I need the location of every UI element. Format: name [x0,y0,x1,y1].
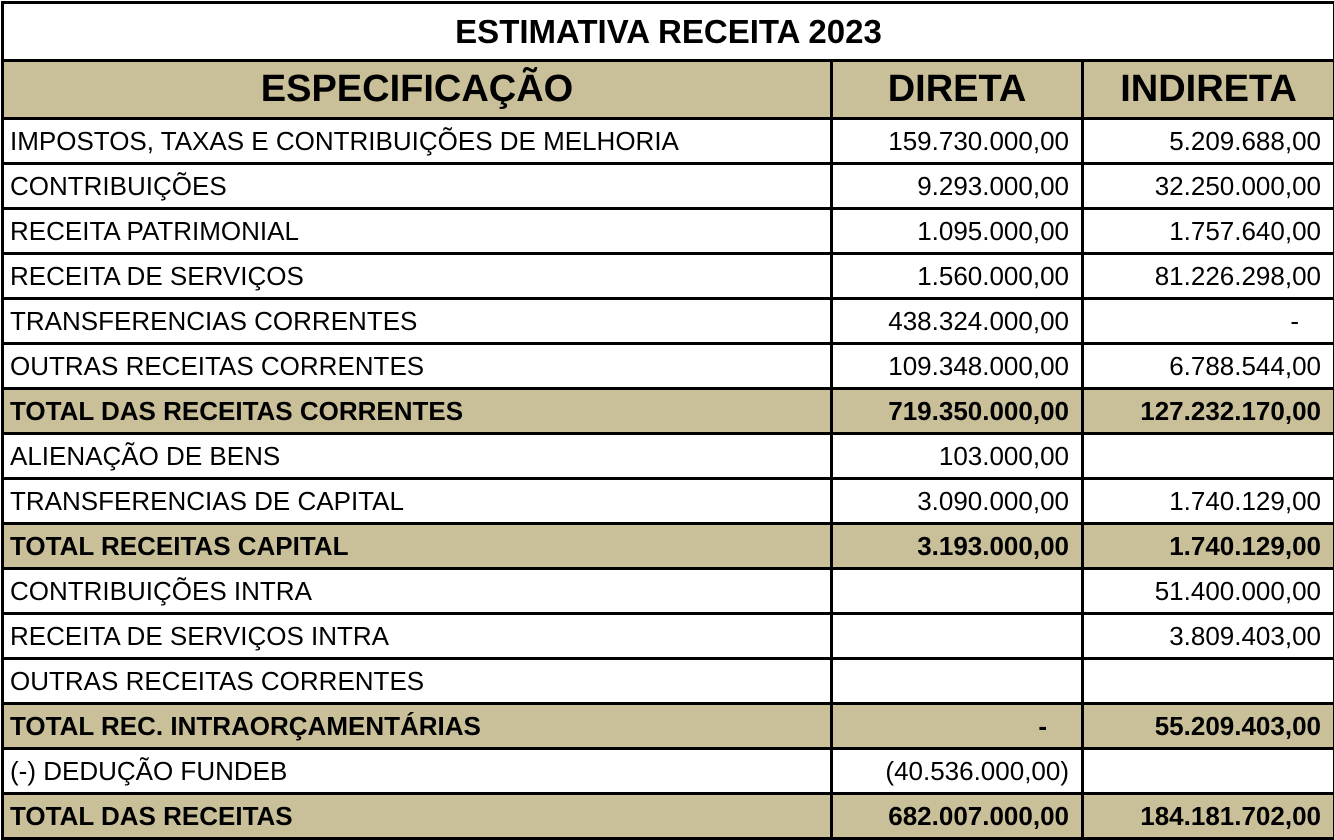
total-indireta: 1.740.129,00 [1083,524,1334,569]
total-indireta: 184.181.702,00 [1083,794,1334,839]
total-row [3,524,1334,569]
row-indireta [1083,659,1334,704]
header-indireta: INDIRETA [1083,61,1334,119]
table-row [3,119,1334,164]
row-direta: 103.000,00 [832,434,1083,479]
row-direta: 159.730.000,00 [832,119,1083,164]
total-label: TOTAL RECEITAS CAPITAL [3,524,832,569]
header-specification: ESPECIFICAÇÃO [3,61,832,119]
table-row [3,749,1334,794]
row-indireta: 81.226.298,00 [1083,254,1334,299]
total-label: TOTAL REC. INTRAORÇAMENTÁRIAS [3,704,832,749]
table-row [3,434,1334,479]
table-row [3,344,1334,389]
total-direta: 719.350.000,00 [832,389,1083,434]
row-direta: (40.536.000,00) [832,749,1083,794]
row-direta: 1.560.000,00 [832,254,1083,299]
total-row [3,704,1334,749]
row-label: (-) DEDUÇÃO FUNDEB [3,749,832,794]
row-indireta: 1.740.129,00 [1083,479,1334,524]
row-label: OUTRAS RECEITAS CORRENTES [3,659,832,704]
table-row [3,614,1334,659]
table-row [3,299,1334,344]
row-direta: 438.324.000,00 [832,299,1083,344]
total-direta: - [832,704,1083,749]
row-direta: 1.095.000,00 [832,209,1083,254]
row-label: RECEITA PATRIMONIAL [3,209,832,254]
table-row [3,164,1334,209]
row-label: OUTRAS RECEITAS CORRENTES [3,344,832,389]
table-row [3,209,1334,254]
row-label: TRANSFERENCIAS CORRENTES [3,299,832,344]
row-indireta: 6.788.544,00 [1083,344,1334,389]
header-direta: DIRETA [832,61,1083,119]
row-label: RECEITA DE SERVIÇOS INTRA [3,614,832,659]
row-direta: 9.293.000,00 [832,164,1083,209]
row-direta [832,569,1083,614]
total-indireta: 55.209.403,00 [1083,704,1334,749]
table-row [3,479,1334,524]
table-title: ESTIMATIVA RECEITA 2023 [3,3,1334,61]
row-direta [832,614,1083,659]
total-label: TOTAL DAS RECEITAS [3,794,832,839]
table-row [3,569,1334,614]
row-indireta [1083,434,1334,479]
total-row [3,794,1334,839]
row-label: RECEITA DE SERVIÇOS [3,254,832,299]
row-label: CONTRIBUIÇÕES INTRA [3,569,832,614]
total-indireta: 127.232.170,00 [1083,389,1334,434]
total-label: TOTAL DAS RECEITAS CORRENTES [3,389,832,434]
row-indireta: 3.809.403,00 [1083,614,1334,659]
row-label: ALIENAÇÃO DE BENS [3,434,832,479]
total-direta: 3.193.000,00 [832,524,1083,569]
row-label: TRANSFERENCIAS DE CAPITAL [3,479,832,524]
title-row [3,3,1334,61]
row-label: CONTRIBUIÇÕES [3,164,832,209]
revenue-estimate-sheet [0,1,1334,840]
row-indireta: 51.400.000,00 [1083,569,1334,614]
table-row [3,254,1334,299]
row-indireta: - [1083,299,1334,344]
row-indireta [1083,749,1334,794]
row-indireta: 32.250.000,00 [1083,164,1334,209]
table-row [3,659,1334,704]
header-row [3,61,1334,119]
row-indireta: 1.757.640,00 [1083,209,1334,254]
row-direta: 109.348.000,00 [832,344,1083,389]
row-label: IMPOSTOS, TAXAS E CONTRIBUIÇÕES DE MELHORIA [3,119,832,164]
row-direta: 3.090.000,00 [832,479,1083,524]
row-indireta: 5.209.688,00 [1083,119,1334,164]
revenue-table [1,1,1334,840]
total-direta: 682.007.000,00 [832,794,1083,839]
total-row [3,389,1334,434]
row-direta [832,659,1083,704]
